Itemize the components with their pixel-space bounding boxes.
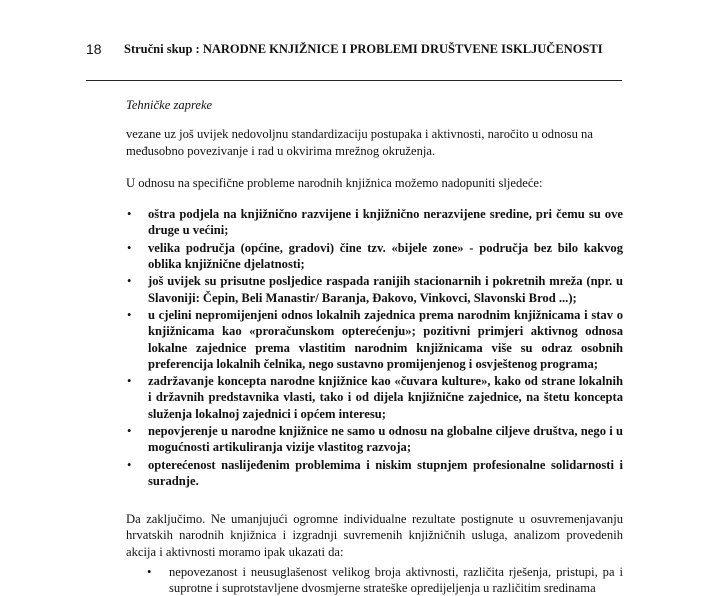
bullet-icon: • xyxy=(127,240,132,255)
bullet-icon: • xyxy=(127,424,132,439)
bullet-icon: • xyxy=(127,374,132,389)
list-item-text: u cjelini nepromijenjeni odnos lokalnih zajednica prema narodnim knjižnicama i stav o knjižnicama kao «proračunskom opterećenju»; pozitivni primjeri aktivnog odnosa lokalne zajednice prema vlastitim narodnim knjižnicama više su odraz osobnih preferencija lokalnih čelnika, nego sustavno promijenjenog i osvještenog programa; xyxy=(148,307,623,371)
bullet-icon: • xyxy=(147,564,152,579)
header-rule xyxy=(86,80,622,81)
running-header xyxy=(86,41,626,61)
list-item-text: velika područja (općine, gradovi) čine tzv. «bijele zone» - područja bez bilo kakvog oblika knjižnične djelatnosti; xyxy=(148,240,623,272)
list-item-text: još uvijek su prisutne posljedice raspada ranijih stacionarnih i pokretnih mreža (npr. u Slavoniji: Čepin, Beli Manastir/ Baranja, Đakovo, Vinkovci, Slavonski Brod ...); xyxy=(148,274,623,305)
list-item xyxy=(126,240,623,273)
bullet-icon: • xyxy=(127,207,132,222)
list-item-text: nepovezanost i neusuglašenost velikog broja aktivnosti, različita rješenja, pristupi, pa i suprotne i suprotstavljene dvosmjerne strateške opredijeljenja u različitim sredinama xyxy=(169,564,623,596)
bullet-icon: • xyxy=(127,307,132,322)
bullet-icon: • xyxy=(127,274,132,289)
list-item xyxy=(126,273,623,306)
list-item xyxy=(126,307,623,372)
bullet-icon: • xyxy=(127,457,132,472)
problem-list xyxy=(126,206,623,489)
list-item xyxy=(126,457,623,490)
header-title: Stručni skup : NARODNE KNJIŽNICE I PROBLEMI DRUŠTVENE ISKLJUČENOSTI xyxy=(124,42,603,56)
paragraph-technical-barriers: vezane uz još uvijek nedovoljnu standardizaciju postupaka i aktivnosti, naročito u odnosu na međusobno povezivanje i rad u okvirima mrežnog okruženja. xyxy=(126,127,593,158)
list-item-text: zadržavanje koncepta narodne knjižnice kao «čuvara kulture», kako od strane lokalnih i državnih predstavnika vlasti, tako i od dijela knjižnične zajednice, na štetu koncepta služenja lokalnoj zajednici i općem interesu; xyxy=(148,374,623,421)
list-item-text: nepovjerenje u narodne knjižnice ne samo u odnosu na globalne ciljeve društva, nego i u mogućnosti artikuliranja vizije vlastitog razvoja; xyxy=(148,424,623,455)
section-subheading: Tehničke zapreke xyxy=(126,98,213,112)
paragraph-specific-problems: U odnosu na specifične probleme narodnih knjižnica možemo nadopuniti sljedeće: xyxy=(126,175,543,190)
page-number: 18 xyxy=(86,41,102,57)
list-item-text: oštra podjela na knjižnično razvijene i knjižnično nerazvijene sredine, pri čemu su ove druge u većini; xyxy=(148,207,623,238)
list-item xyxy=(126,373,623,422)
conclusion-paragraph: Da zaključimo. Ne umanjujući ogromne individualne rezultate postignute u osuvremenjavanju hrvatskih narodnih knjižnica i izgradnji suvremenih knjižničnih usluga, analizom provedenih akcija i aktivnosti moramo ipak ukazati da: xyxy=(126,512,623,559)
list-item-text: opterećenost naslijeđenim problemima i niskim stupnjem profesionalne solidarnosti i suradnje. xyxy=(148,457,623,488)
section-body xyxy=(126,97,623,490)
conclusion-section xyxy=(86,511,623,596)
list-item xyxy=(126,423,623,456)
list-item xyxy=(126,206,623,239)
